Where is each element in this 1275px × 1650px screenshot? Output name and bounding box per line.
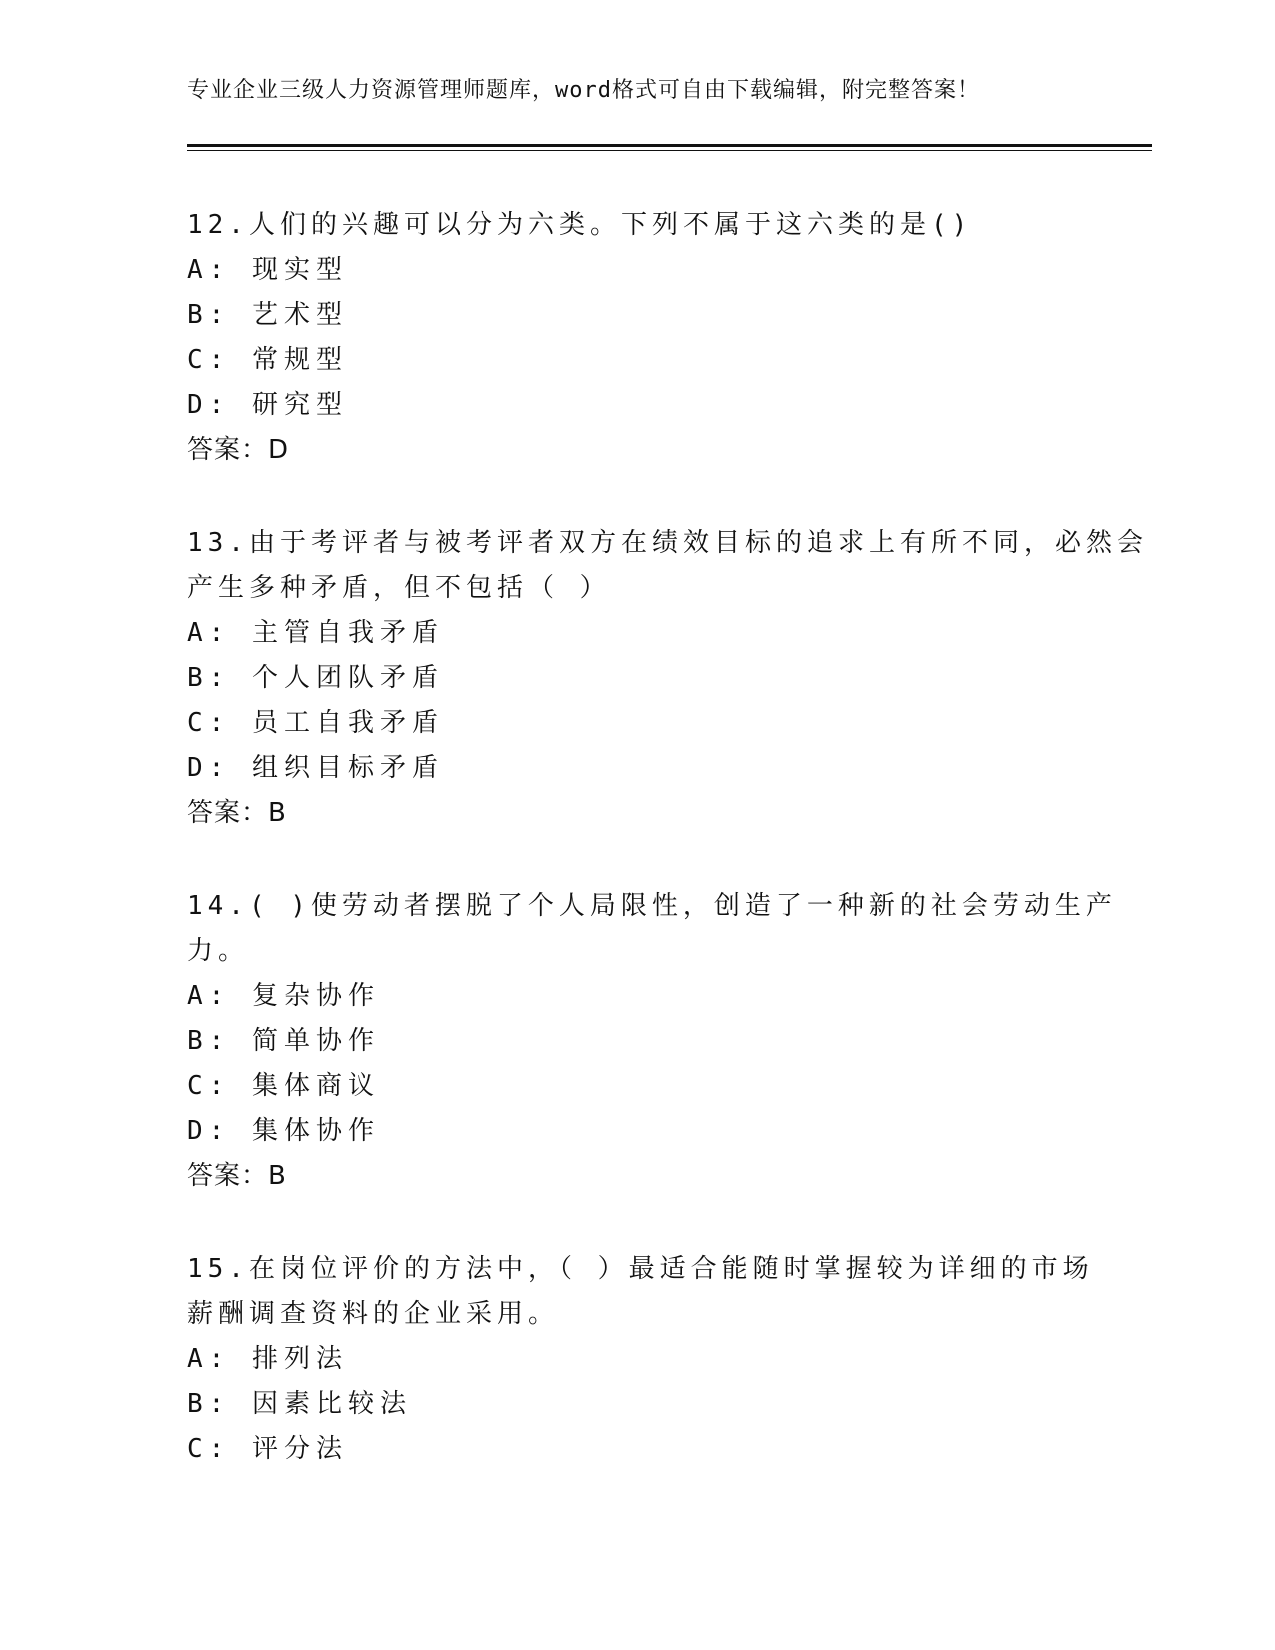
- question-15: [187, 1247, 1094, 1472]
- question-12: [187, 203, 1087, 473]
- option-b: B: 因素比较法: [187, 1389, 412, 1419]
- option-d: D: 组织目标矛盾: [187, 753, 444, 783]
- option-d: D: 研究型: [187, 390, 348, 420]
- answer: 答案：B: [187, 798, 287, 828]
- option-d: D: 集体协作: [187, 1116, 380, 1146]
- question-stem: 14.( )使劳动者摆脱了个人局限性，创造了一种新的社会劳动生产: [187, 891, 1117, 921]
- question-stem-continued: 薪酬调查资料的企业采用。: [187, 1299, 560, 1329]
- option-c: C: 集体商议: [187, 1071, 380, 1101]
- header-rule-thick: [187, 144, 1152, 147]
- answer: 答案：D: [187, 435, 290, 465]
- option-b: B: 艺术型: [187, 300, 348, 330]
- header-rule-thin: [187, 150, 1152, 151]
- option-a: A: 复杂协作: [187, 981, 380, 1011]
- question-13: [187, 521, 1148, 836]
- option-c: C: 评分法: [187, 1434, 348, 1464]
- question-stem-continued: 力。: [187, 936, 250, 966]
- question-stem: 12.人们的兴趣可以分为六类。下列不属于这六类的是(): [187, 210, 973, 240]
- answer: 答案：B: [187, 1161, 287, 1191]
- option-c: C: 常规型: [187, 345, 348, 375]
- option-a: A: 现实型: [187, 255, 348, 285]
- question-stem: 13.由于考评者与被考评者双方在绩效目标的追求上有所不同，必然会: [187, 528, 1148, 558]
- option-b: B: 简单协作: [187, 1026, 380, 1056]
- question-14: [187, 884, 1117, 1199]
- option-b: B: 个人团队矛盾: [187, 663, 444, 693]
- option-a: A: 排列法: [187, 1344, 348, 1374]
- question-stem-continued: 产生多种矛盾，但不包括（ ）: [187, 573, 611, 603]
- option-c: C: 员工自我矛盾: [187, 708, 444, 738]
- page-header: 专业企业三级人力资源管理师题库，word格式可自由下载编辑，附完整答案！: [187, 78, 980, 103]
- question-stem: 15.在岗位评价的方法中，（ ）最适合能随时掌握较为详细的市场: [187, 1254, 1094, 1284]
- option-a: A: 主管自我矛盾: [187, 618, 444, 648]
